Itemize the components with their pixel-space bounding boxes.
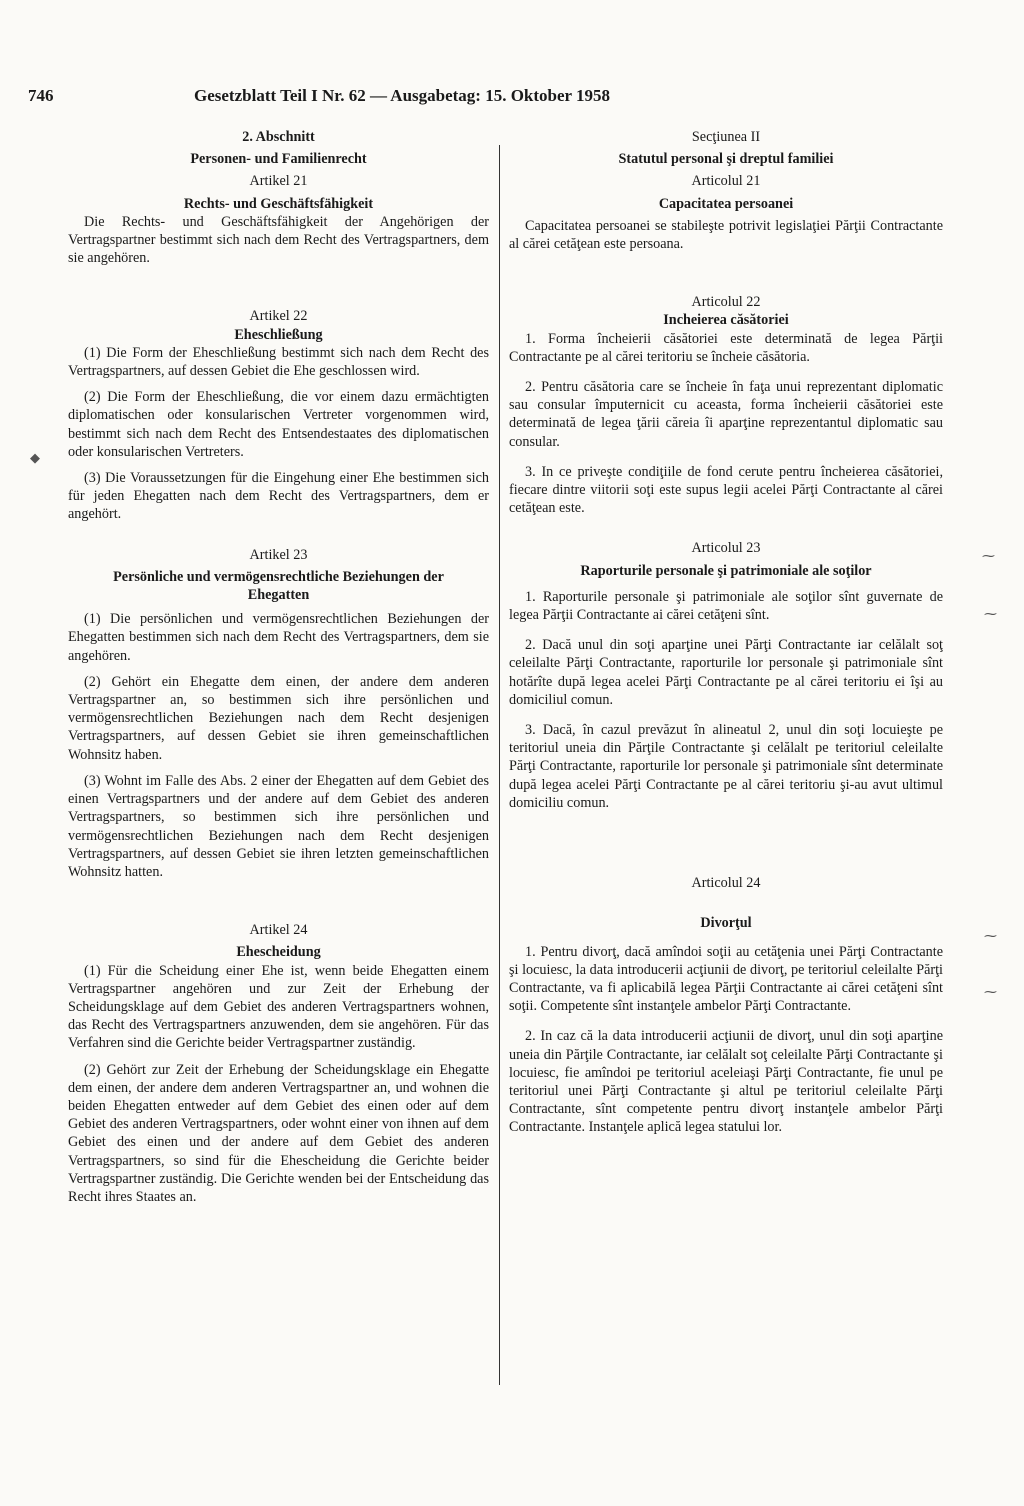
article-23-label: Articolul 23 [691,540,761,557]
margin-mark-right-1: ⁓ [982,548,995,563]
article-22-paragraph-3: (3) Die Voraussetzungen für die Eingehung einer Ehe bestimmen sich für jeden Ehegatten nach dem Recht des Vertragspartners, dem er angehört. [68,470,489,523]
article-22-paragraph-1: (1) Die Form der Eheschließung bestimmt sich nach dem Recht des Vertragspartners, auf dessen Gebiet die Ehe geschlossen wird. [68,344,489,380]
article-24-title: Divorţul [700,915,752,932]
section-label: 2. Abschnitt [242,129,315,145]
margin-mark-right-3: ⁓ [984,928,997,943]
section-title: Personen- und Familienrecht [190,151,367,168]
margin-mark-right-4: ⁓ [984,984,997,999]
article-23-title: Persönliche und vermögensrechtliche Beziehungen der Ehegatten [113,568,444,604]
margin-mark-left: ◆ [30,450,40,465]
article-21-label: Artikel 21 [249,173,308,190]
article-23-paragraph-1: (1) Die persönlichen und vermögensrechtlichen Beziehungen der Ehegatten bestimmen sich nach dem Recht des Vertragspartners, dem sie angehören. [68,611,489,664]
article-23-paragraph-2: (2) Gehört ein Ehegatte dem einen, der andere dem anderen Vertragspartner an, so bestimmen sich ihre persönlichen und vermögensrechtlichen Beziehungen nach dem Recht desjenigen Vertragspartners, auf dessen Gebiet sie ihren gemeinschaftlichen Wohnsitz haben. [68,673,489,763]
running-title: Gesetzblatt Teil I Nr. 62 — Ausgabetag: 15. Oktober 1958 [194,86,611,105]
article-21-title: Capacitatea persoanei [658,195,794,212]
section-label: Secţiunea II [691,129,761,145]
article-22-label: Artikel 22 [249,308,308,325]
article-21-title: Rechts- und Geschäftsfähigkeit [183,195,374,212]
article-23-label: Artikel 23 [249,546,308,563]
article-24-label: Artikel 24 [249,922,308,939]
article-22-paragraph-3: 3. In ce priveşte condiţiile de fond cerute pentru încheierea căsătoriei, fiecare dintre viitorii soţi este supus legii acelei Părţi Contractante al cărei cetăţean este. [509,463,943,517]
page-header [28,86,996,112]
section-title: Statutul personal şi dreptul familiei [618,151,834,168]
article-22-paragraph-2: 2. Pentru căsătoria care se încheie în faţa unui reprezentant diplomatic sau consular împuternicit cu aceasta, forma încheierii căsătoriei este determinată de legea ţării căreia îi aparţine reprezentantul diplomatic sau consular. [509,379,943,450]
article-23-paragraph-2: 2. Dacă unul din soţi aparţine unei Părţi Contractante iar celălalt soţ celeilalte Părţi Contractante, raporturile lor personale şi patrimoniale sînt hotărîte după legea acelei Părţi Contractante pe al cărei teritoriu ei îşi au domiciliul comun. [509,637,943,708]
article-21-paragraph-1: Die Rechts- und Geschäftsfähigkeit der Angehörigen der Vertragspartner bestimmt sich nach dem Recht des Vertragspartners, dem sie angehören. [68,213,489,267]
article-22-label: Articolul 22 [691,294,761,311]
article-22-title: Eheschließung [234,326,323,343]
romanian-column [509,128,943,1137]
page-number: 746 [28,86,54,105]
article-24-label: Articolul 24 [691,875,761,892]
column-divider [499,145,500,1385]
margin-mark-right-2: ⁓ [984,606,997,621]
article-23-paragraph-3: (3) Wohnt im Falle des Abs. 2 einer der Ehegatten auf dem Gebiet des einen Vertragspartners und der andere auf dem Gebiet des anderen Vertragspartners, so bestimmen sich ihre persönlichen und vermögensrechtlichen Beziehungen nach dem Recht desjenigen Vertragspartners, auf dessen Gebiet sie ihren letzten gemeinschaftlichen Wohnsitz hatten. [68,772,489,880]
article-24-paragraph-2: 2. In caz că la data introducerii acţiunii de divorţ, unul din soţi aparţine uneia din Părţile Contractante, iar celălalt soţ celeilalte Părţi Contractante şi locuiesc, fie amîndoi pe teritoriul aceleiaşi Părţi Contractante, fie unul pe teritoriul unei Părţi Contractante şi altul pe teritoriul celeilalte Părţi Contractante, sînt competente pentru divorţ instanţele ambelor Părţi Contractante. Instanţele aplică legea statului lor. [509,1028,943,1136]
article-21-paragraph-1: Capacitatea persoanei se stabileşte potrivit legislaţiei Părţii Contractante al cărei cetăţean este persoana. [509,217,943,253]
article-23-paragraph-1: 1. Raporturile personale şi patrimoniale ale soţilor sînt guvernate de legea Părţii Contractante ai cărei cetăţeni sînt. [509,588,943,624]
article-24-paragraph-2: (2) Gehört zur Zeit der Erhebung der Scheidungsklage ein Ehegatte dem einen, der andere dem anderen Vertragspartner an, und wohnen die beiden Ehegatten entweder auf dem Gebiet des einen oder auf dem Gebiet des anderen Vertragspartners, oder wohnt einer von ihnen auf dem Gebiet des einen und der andere auf dem Gebiet des anderen Vertragspartners, so sind für die Ehescheidung die Gerichte beider Vertragspartner zuständig. Die Gerichte wenden bei der Entscheidung das Recht ihres Staates an. [68,1061,489,1205]
article-24-title: Ehescheidung [236,944,321,961]
article-23-paragraph-3: 3. Dacă, în cazul prevăzut în alineatul 2, unul din soţi locuieşte pe teritoriul uneia din Părţile Contractante şi celălalt pe teritoriul celeilalte Părţi Contractante, raporturile lor personale şi patrimoniale sînt determinate după legea acelei Părţi Contractante pe al cărei teritoriu şi-au avut ultimul domiciliu comun. [509,722,943,811]
article-22-title: Incheierea căsătoriei [663,312,789,329]
article-21-label: Articolul 21 [691,173,761,190]
article-22-paragraph-1: 1. Forma încheierii căsătoriei este determinată de legea Părţii Contractante pe al cărei teritoriu se încheie căsătoria. [509,330,943,365]
article-22-paragraph-2: (2) Die Form der Eheschließung, die vor einem dazu ermächtigten diplomatischen oder konsularischen Vertreter vorgenommen wird, bestimmt sich nach dem Recht des Entsendestaates des diplomatischen oder konsularischen Vertreters. [68,389,489,460]
german-column [68,128,489,1206]
article-23-title: Raporturile personale şi patrimoniale ale soţilor [580,562,872,579]
article-24-paragraph-1: 1. Pentru divorţ, dacă amîndoi soţii au cetăţenia unei Părţi Contractante şi locuiesc, la data introducerii acţiunii de divorţ, pe teritoriul celeilalte Părţi Contractante, va fi aplicabilă legea Părţii Contractante ai cărei cetăţeni sînt soţii. Competente sînt instanţele ambelor Părţi Contractante. [509,943,943,1015]
article-24-paragraph-1: (1) Für die Scheidung einer Ehe ist, wenn beide Ehegatten einem Vertragspartner angehören und zur Zeit der Erhebung der Scheidungsklage auf dem Gebiet des anderen Vertragspartners wohnen, das Recht des Vertragspartners anzuwenden, dem sie angehören. Für das Verfahren sind die Gerichte beider Vertragspartner zuständig. [68,962,489,1052]
